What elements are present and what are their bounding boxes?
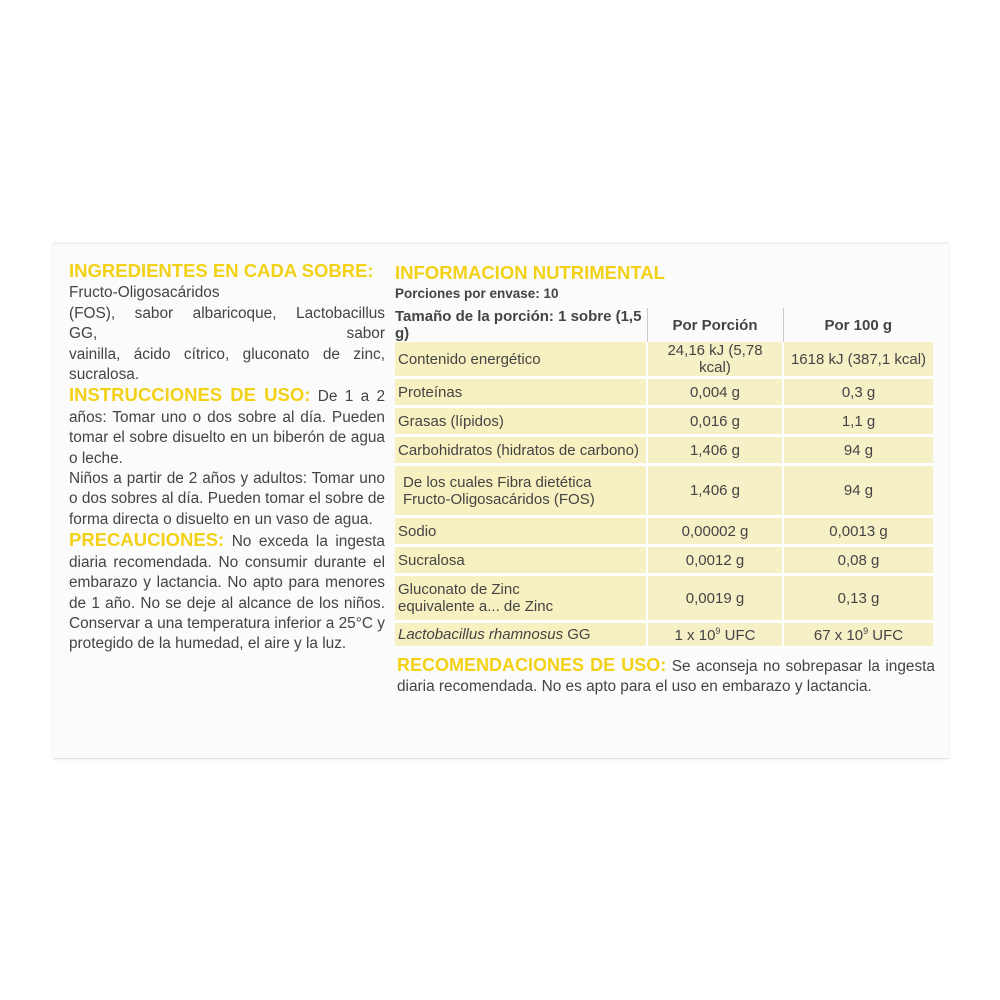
nutrient-name: Carbohidratos (hidratos de carbono) (395, 436, 647, 465)
recommendations-heading: RECOMENDACIONES DE USO: (397, 655, 667, 675)
nutrient-name: Proteínas (395, 378, 647, 407)
nutrient-name (395, 575, 647, 622)
ingredients-line: sucralosa. (69, 366, 140, 384)
ingredients-line: GG, sabor (69, 325, 385, 343)
nutrition-section (395, 261, 935, 302)
ingredients-line: (FOS), sabor albaricoque, Lactobacillus (69, 304, 385, 322)
nutrient-portion: 1,406 g (647, 436, 783, 465)
per100-exp: 9 (863, 625, 869, 636)
table-row (395, 622, 933, 648)
nutrient-per100: 1,1 g (783, 407, 933, 436)
probiotic-strain: GG (563, 626, 591, 643)
nutrition-title: INFORMACION NUTRIMENTAL (395, 262, 665, 283)
table-row (395, 378, 933, 407)
table-row (395, 465, 933, 517)
nutrient-name-line-2: Fructo-Oligosacáridos (FOS) (403, 490, 595, 508)
ingredients-section (69, 261, 385, 283)
portion-unit: UFC (720, 626, 756, 644)
nutrient-name: Contenido energético (395, 342, 647, 378)
instructions-section (69, 385, 385, 469)
nutrient-portion: 0,004 g (647, 378, 783, 407)
recommendations-section (397, 655, 935, 698)
nutrient-name-line-1: De los cuales Fibra dietética (403, 473, 592, 491)
col-per-100g: Por 100 g (783, 308, 933, 342)
table-row (395, 517, 933, 546)
nutrient-portion: 0,00002 g (647, 517, 783, 546)
nutrient-per100: 94 g (783, 436, 933, 465)
nutrient-per100: 0,0013 g (783, 517, 933, 546)
instructions-heading: INSTRUCCIONES DE USO: (69, 384, 311, 406)
nutrient-portion: 1,406 g (647, 465, 783, 517)
nutrient-per100: 0,13 g (783, 575, 933, 622)
ingredients-list (69, 283, 385, 385)
precautions-section (69, 530, 385, 654)
left-column (69, 261, 385, 655)
ingredients-line: Fructo-Oligosacáridos (69, 284, 220, 302)
nutrient-name-line-1: Gluconato de Zinc (398, 581, 520, 598)
servings-per-package: Porciones por envase: 10 (395, 286, 559, 301)
nutrient-per100: 1618 kJ (387,1 kcal) (783, 342, 933, 378)
precautions-text: No exceda la ingesta diaria recomendada. No consumir durante el embarazo y lactancia. No apto para menores de 1 año. No se deje al alcance de los niños. Conservar a una temperatura inferior a 25°C y protegido de la humedad, el aire y la luz. (69, 533, 385, 653)
nutrition-table (395, 308, 933, 649)
table-row (395, 342, 933, 378)
nutrient-per100: 0,08 g (783, 546, 933, 575)
ingredients-line: vainilla, ácido cítrico, gluconato de zinc, (69, 345, 385, 363)
nutrient-name (395, 622, 647, 648)
ingredients-heading: INGREDIENTES EN CADA SOBRE: (69, 260, 374, 281)
nutrient-per100: 0,3 g (783, 378, 933, 407)
probiotic-species: Lactobacillus rhamnosus (398, 626, 564, 643)
precautions-heading: PRECAUCIONES: (69, 529, 225, 551)
nutrient-name: Sodio (395, 517, 647, 546)
table-header-row (395, 308, 933, 342)
nutrient-name: Grasas (lípidos) (395, 407, 647, 436)
table-row (395, 407, 933, 436)
nutrient-per100: 94 g (783, 465, 933, 517)
nutrient-per100 (783, 622, 933, 648)
per100-base: 67 x 10 (813, 626, 864, 644)
nutrient-portion: 0,016 g (647, 407, 783, 436)
table-row (395, 575, 933, 622)
portion-base: 1 x 10 (674, 626, 716, 644)
table-row (395, 436, 933, 465)
instructions-text-2: Niños a partir de 2 años y adultos: Tomar uno o dos sobres al día. Pueden tomar el sobre de forma directa o disuelto en un vaso de agua. (69, 470, 385, 528)
nutrient-portion (647, 622, 783, 648)
nutrient-name: Sucralosa (395, 546, 647, 575)
per100-unit: UFC (868, 626, 904, 644)
nutrient-portion: 0,0019 g (647, 575, 783, 622)
col-per-portion: Por Porción (647, 308, 783, 342)
nutrient-name-line-2: equivalente a... de Zinc (398, 598, 554, 615)
serving-size: Tamaño de la porción: 1 sobre (1,5 g) (395, 308, 642, 342)
nutrient-portion: 0,0012 g (647, 546, 783, 575)
recommendations-text: Se aconseja no sobrepasar la ingesta diaria recomendada. No es apto para el uso en embarazo y lactancia. (397, 658, 935, 696)
instructions-text-1: De 1 a 2 años: Tomar uno o dos sobre al día. Pueden tomar el sobre disuelto en un biberón de agua o leche. (69, 388, 386, 467)
nutrient-portion: 24,16 kJ (5,78 kcal) (647, 342, 783, 378)
table-row (395, 546, 933, 575)
nutrient-name (395, 465, 647, 517)
portion-exp: 9 (715, 625, 721, 636)
